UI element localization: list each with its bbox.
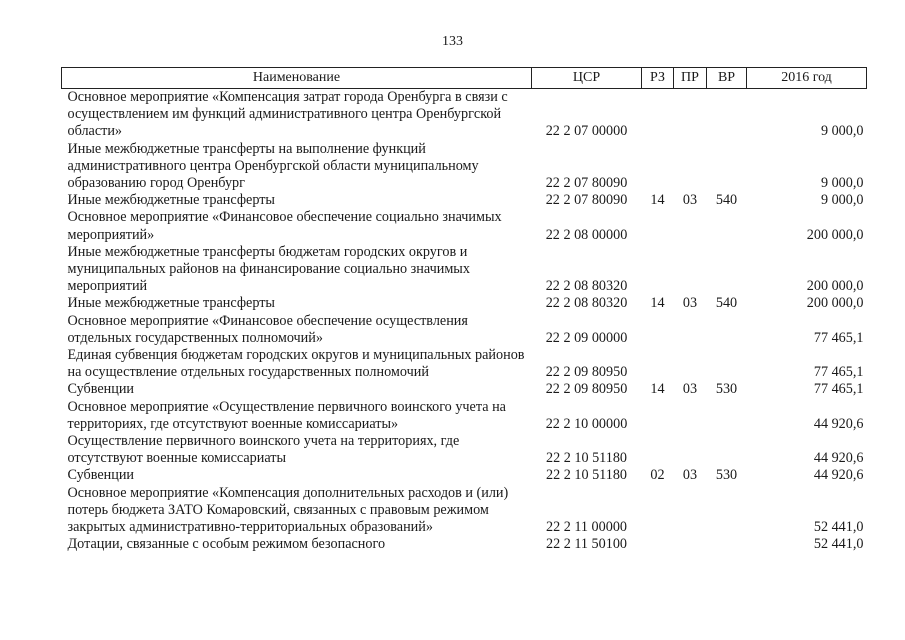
pr-cell [674,347,707,381]
name-cell: Иные межбюджетные трансферты бюджетам городских округов и муниципальных районов на финансирование социально значимых мероприятий [67,243,470,295]
vr-cell [707,536,747,553]
amount-cell: 9 000,0 [820,175,864,192]
table-row [62,295,867,312]
table-row [62,347,867,381]
rz-cell [642,347,674,381]
amount-cell: 77 465,1 [813,381,864,398]
table-row [62,536,867,553]
csr-cell: 22 2 09 80950 [545,381,628,398]
vr-cell [707,141,747,193]
vr-cell [707,347,747,381]
rz-cell [642,399,674,433]
table-row [62,192,867,209]
amount-cell: 200 000,0 [806,226,864,243]
vr-cell: 530 [715,381,738,398]
page-number: 133 [442,34,463,49]
header-pr: ПР [674,68,707,89]
amount-cell: 77 465,1 [813,364,864,381]
rz-cell [642,313,674,347]
table-row [62,89,867,141]
amount-cell: 52 441,0 [813,536,864,553]
rz-cell [642,485,674,537]
rz-cell [642,244,674,296]
vr-cell [707,313,747,347]
table-row [62,244,867,296]
pr-cell [674,485,707,537]
amount-cell: 9 000,0 [820,192,864,209]
amount-cell: 44 920,6 [813,467,864,484]
rz-cell: 14 [650,295,665,312]
vr-cell: 540 [715,192,738,209]
csr-cell: 22 2 07 80090 [545,192,628,209]
pr-cell: 03 [682,192,698,209]
table-row [62,485,867,537]
pr-cell [674,209,707,243]
vr-cell [707,485,747,537]
name-cell: Основное мероприятие «Финансовое обеспечение осуществления отдельных государственных полномочий» [67,312,468,346]
table-header [62,68,867,89]
table-row [62,141,867,193]
table-row [62,209,867,243]
name-cell: Основное мероприятие «Осуществление первичного воинского учета на территориях, где отсутствуют военные комиссариаты» [67,398,506,432]
name-cell: Иные межбюджетные трансферты [67,295,275,312]
csr-cell: 22 2 10 00000 [545,415,628,432]
amount-cell: 200 000,0 [806,278,864,295]
rz-cell: 02 [650,467,665,484]
rz-cell: 14 [650,192,665,209]
pr-cell: 03 [682,381,698,398]
rz-cell [642,536,674,553]
vr-cell [707,433,747,467]
pr-cell: 03 [682,467,698,484]
table-row [62,381,867,398]
vr-cell [707,89,747,141]
name-cell: Основное мероприятие «Финансовое обеспечение социально значимых мероприятий» [67,209,502,243]
csr-cell: 22 2 11 50100 [545,536,628,553]
name-cell: Осуществление первичного воинского учета на территориях, где отсутствуют военные комиссариаты [67,433,460,467]
name-cell: Иные межбюджетные трансферты [67,192,275,209]
header-csr: ЦСР [532,68,642,89]
pr-cell [674,399,707,433]
csr-cell: 22 2 10 51180 [545,450,628,467]
header-rz: РЗ [642,68,674,89]
csr-cell: 22 2 07 80090 [545,175,628,192]
csr-cell: 22 2 11 00000 [545,519,628,536]
amount-cell: 44 920,6 [813,450,864,467]
amount-cell: 52 441,0 [813,519,864,536]
amount-cell: 77 465,1 [813,329,864,346]
csr-cell: 22 2 08 80320 [545,278,628,295]
pr-cell [674,141,707,193]
header-name: Наименование [62,68,532,89]
name-cell: Субвенции [67,381,135,398]
csr-cell: 22 2 08 00000 [545,226,628,243]
name-cell: Дотации, связанные с особым режимом безопасного [67,536,386,553]
rz-cell [642,433,674,467]
vr-cell: 540 [715,295,738,312]
budget-table [61,67,867,553]
csr-cell: 22 2 08 80320 [545,295,628,312]
table-row [62,399,867,433]
table-row [62,433,867,467]
pr-cell [674,433,707,467]
amount-cell: 44 920,6 [813,415,864,432]
csr-cell: 22 2 09 00000 [545,329,628,346]
name-cell: Основное мероприятие «Компенсация затрат города Оренбурга в связи с осуществлением им функций административного центра Оренбургской области» [67,89,508,140]
header-row [62,68,867,89]
amount-cell: 9 000,0 [820,123,864,140]
rz-cell [642,141,674,193]
pr-cell [674,89,707,141]
rz-cell [642,209,674,243]
vr-cell [707,209,747,243]
pr-cell: 03 [682,295,698,312]
vr-cell [707,399,747,433]
name-cell: Основное мероприятие «Компенсация дополнительных расходов и (или) потерь бюджета ЗАТО Комаровский, связанных с правовым режимом закрытых административно-территориальных образований» [67,484,509,536]
vr-cell [707,244,747,296]
csr-cell: 22 2 10 51180 [545,467,628,484]
name-cell: Единая субвенция бюджетам городских округов и муниципальных районов на осуществление отдельных государственных полномочий [67,347,525,381]
pr-cell [674,536,707,553]
name-cell: Иные межбюджетные трансферты на выполнение функций административного центра Оренбургской области муниципальному образованию город Оренбург [67,140,479,192]
pr-cell [674,244,707,296]
table-body [62,89,867,554]
amount-cell: 200 000,0 [806,295,864,312]
csr-cell: 22 2 07 00000 [545,123,628,140]
header-year: 2016 год [747,68,867,89]
pr-cell [674,313,707,347]
table-row [62,313,867,347]
header-vr: ВР [707,68,747,89]
rz-cell [642,89,674,141]
vr-cell: 530 [715,467,738,484]
name-cell: Субвенции [67,467,135,484]
rz-cell: 14 [650,381,665,398]
table-row [62,467,867,484]
csr-cell: 22 2 09 80950 [545,364,628,381]
